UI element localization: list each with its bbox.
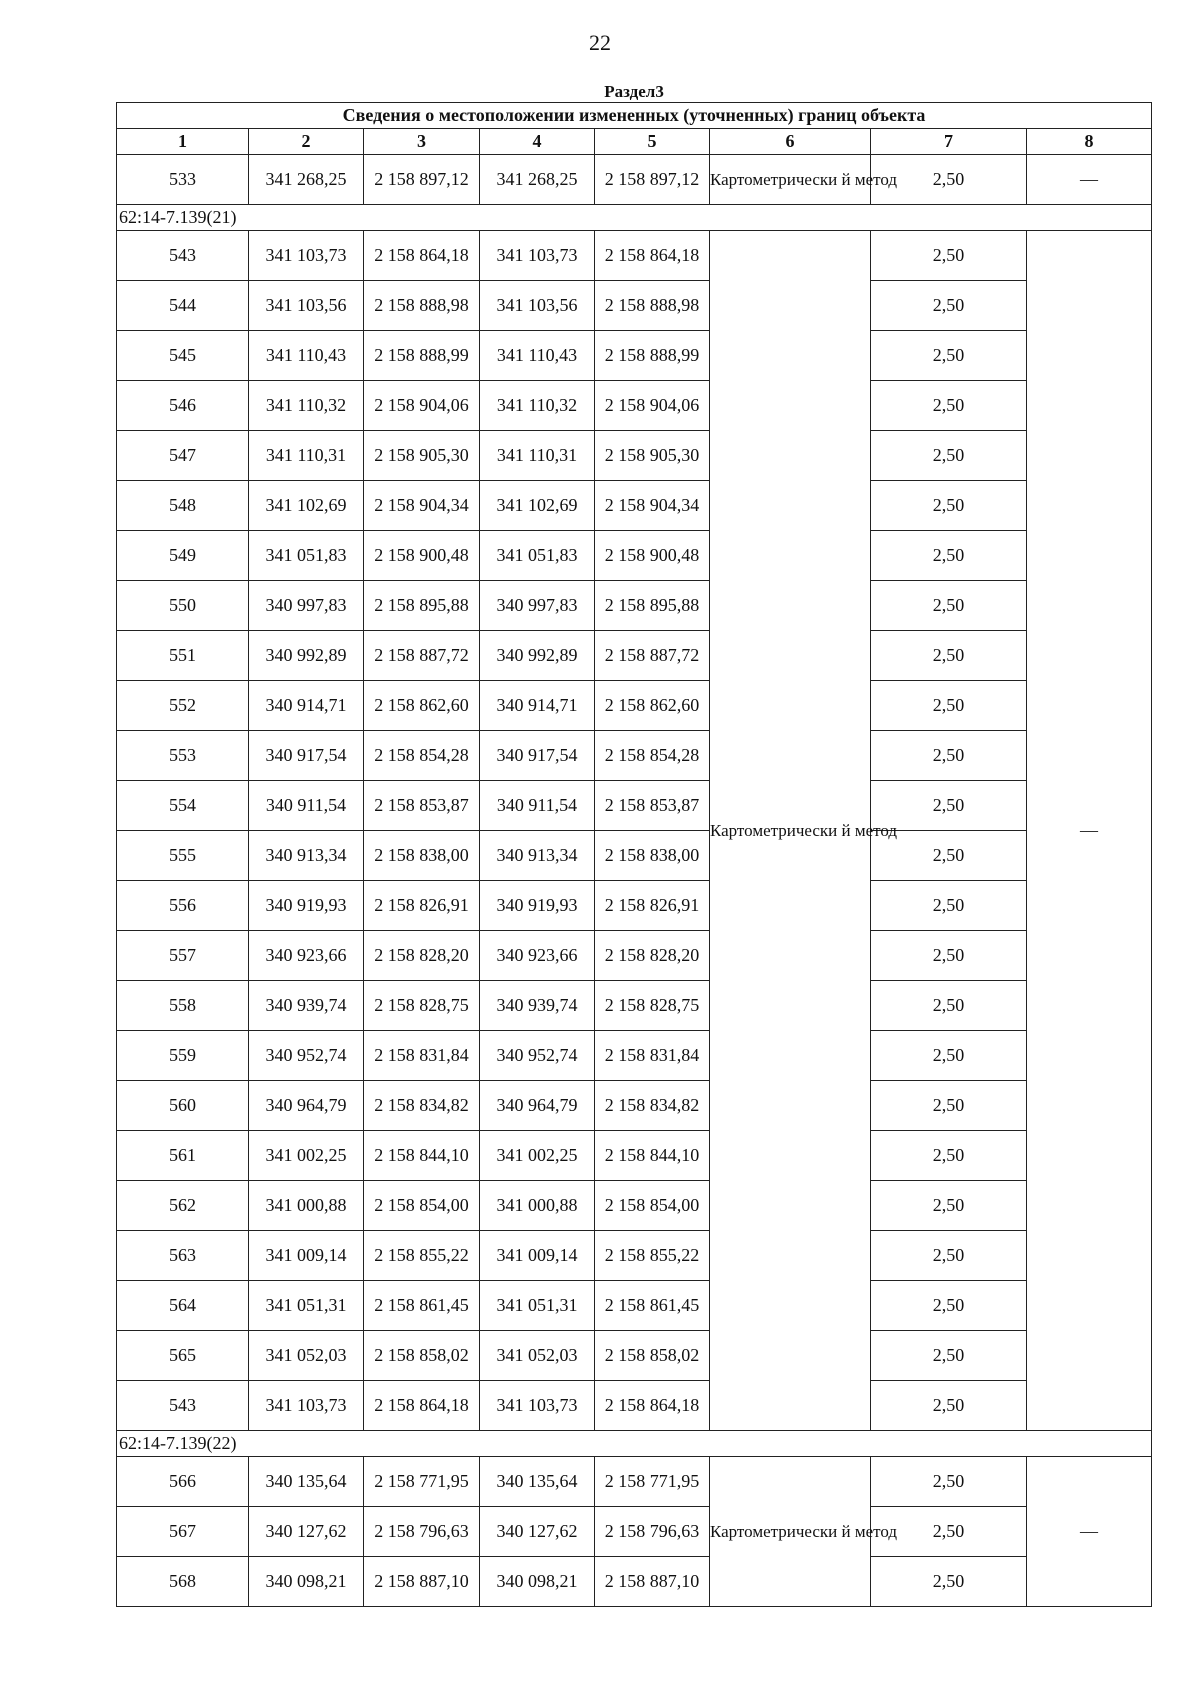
table-cell: 341 110,43 <box>249 331 364 381</box>
table-cell: 2 158 826,91 <box>364 881 480 931</box>
table-cell: 2,50 <box>871 281 1027 331</box>
table-cell: 341 110,31 <box>480 431 595 481</box>
table-cell: 341 268,25 <box>249 155 364 205</box>
table-row <box>117 1507 1152 1557</box>
table-cell: 2 158 838,00 <box>364 831 480 881</box>
table-cell: 341 110,32 <box>480 381 595 431</box>
table-row <box>117 1331 1152 1381</box>
table-cell: 2 158 844,10 <box>595 1131 710 1181</box>
table-cell: 2,50 <box>871 1281 1027 1331</box>
table-cell: 340 939,74 <box>480 981 595 1031</box>
table-cell: 2,50 <box>871 981 1027 1031</box>
table-cell: 2 158 831,84 <box>595 1031 710 1081</box>
table-row <box>117 581 1152 631</box>
table-row <box>117 231 1152 281</box>
table-cell: 2,50 <box>871 731 1027 781</box>
table-cell: 2 158 897,12 <box>364 155 480 205</box>
table-cell: 554 <box>117 781 249 831</box>
table-cell: 2 158 853,87 <box>595 781 710 831</box>
table-row <box>117 1081 1152 1131</box>
table-cell: 2,50 <box>871 1081 1027 1131</box>
table-cell: 2 158 828,20 <box>364 931 480 981</box>
table-cell: 2 158 864,18 <box>595 231 710 281</box>
table-cell: 546 <box>117 381 249 431</box>
table-cell: 2,50 <box>871 681 1027 731</box>
table-cell: 341 000,88 <box>480 1181 595 1231</box>
table-cell: 2 158 831,84 <box>364 1031 480 1081</box>
table-cell: 543 <box>117 1381 249 1431</box>
table-row <box>117 1031 1152 1081</box>
table-cell: 2,50 <box>871 1381 1027 1431</box>
table-cell: 2,50 <box>871 881 1027 931</box>
table-cell: 2,50 <box>871 1457 1027 1507</box>
column-header: 5 <box>595 129 710 155</box>
table-cell: 2,50 <box>871 231 1027 281</box>
table-cell: 2,50 <box>871 1507 1027 1557</box>
table-cell: 340 135,64 <box>249 1457 364 1507</box>
table-cell: 2 158 895,88 <box>595 581 710 631</box>
table-cell: 2 158 887,72 <box>595 631 710 681</box>
table-row <box>117 381 1152 431</box>
table-title: Сведения о местоположении измененных (уточненных) границ объекта <box>117 103 1152 129</box>
table-cell: 341 000,88 <box>249 1181 364 1231</box>
table-cell: 340 992,89 <box>249 631 364 681</box>
table-cell: 2 158 905,30 <box>364 431 480 481</box>
table-cell: 2 158 904,06 <box>364 381 480 431</box>
table-cell: 2 158 904,06 <box>595 381 710 431</box>
table-cell: 341 051,83 <box>480 531 595 581</box>
table-cell: 2,50 <box>871 1031 1027 1081</box>
table-cell: 2 158 853,87 <box>364 781 480 831</box>
table-cell: 2 158 861,45 <box>595 1281 710 1331</box>
table-cell: 341 103,56 <box>480 281 595 331</box>
table-cell: 2 158 904,34 <box>595 481 710 531</box>
table-cell: 341 002,25 <box>480 1131 595 1181</box>
table-row <box>117 1181 1152 1231</box>
column-header: 2 <box>249 129 364 155</box>
table-cell: 340 952,74 <box>480 1031 595 1081</box>
table-row <box>117 1131 1152 1181</box>
table-cell: 340 098,21 <box>480 1557 595 1607</box>
table-cell: 2 158 796,63 <box>364 1507 480 1557</box>
table-cell: 340 923,66 <box>480 931 595 981</box>
table-cell: 557 <box>117 931 249 981</box>
table-cell: 2 158 897,12 <box>595 155 710 205</box>
table-cell: 2,50 <box>871 781 1027 831</box>
table-cell: 2 158 861,45 <box>364 1281 480 1331</box>
table-cell: 562 <box>117 1181 249 1231</box>
table-cell: 2 158 844,10 <box>364 1131 480 1181</box>
table-cell: 341 110,32 <box>249 381 364 431</box>
table-cell: 341 103,73 <box>249 231 364 281</box>
table-cell: 341 268,25 <box>480 155 595 205</box>
table-cell: 340 939,74 <box>249 981 364 1031</box>
table-cell: 2,50 <box>871 1231 1027 1281</box>
table-cell: 2 158 838,00 <box>595 831 710 881</box>
column-header: 7 <box>871 129 1027 155</box>
column-header: 3 <box>364 129 480 155</box>
column-header: 6 <box>710 129 871 155</box>
table-cell: 2 158 900,48 <box>595 531 710 581</box>
dash-cell: — <box>1027 1457 1152 1607</box>
table-cell: 2 158 858,02 <box>595 1331 710 1381</box>
table-row <box>117 781 1152 831</box>
table-cell: 340 917,54 <box>249 731 364 781</box>
table-cell: 340 914,71 <box>249 681 364 731</box>
table-cell: 341 009,14 <box>480 1231 595 1281</box>
table-cell: 560 <box>117 1081 249 1131</box>
table-row <box>117 1557 1152 1607</box>
table-cell: 340 919,93 <box>249 881 364 931</box>
table-row <box>117 155 1152 205</box>
dash-cell: — <box>1027 155 1152 205</box>
method-cell: Картометрически й метод <box>710 231 871 1431</box>
table-cell: 2 158 854,00 <box>595 1181 710 1231</box>
table-row <box>117 531 1152 581</box>
table-cell: 2,50 <box>871 331 1027 381</box>
table-cell: 2 158 854,28 <box>364 731 480 781</box>
table-cell: 340 098,21 <box>249 1557 364 1607</box>
table-cell: 2,50 <box>871 831 1027 881</box>
table-row <box>117 631 1152 681</box>
column-header: 4 <box>480 129 595 155</box>
table-cell: 340 127,62 <box>480 1507 595 1557</box>
table-cell: 340 997,83 <box>480 581 595 631</box>
table-cell: 2 158 834,82 <box>364 1081 480 1131</box>
table-row <box>117 431 1152 481</box>
table-cell: 341 052,03 <box>480 1331 595 1381</box>
table-cell: 2 158 858,02 <box>364 1331 480 1381</box>
table-cell: 341 102,69 <box>249 481 364 531</box>
table-cell: 568 <box>117 1557 249 1607</box>
table-cell: 341 009,14 <box>249 1231 364 1281</box>
table-cell: 341 051,31 <box>249 1281 364 1331</box>
table-cell: 2,50 <box>871 431 1027 481</box>
group-row <box>117 1431 1152 1457</box>
table-cell: 563 <box>117 1231 249 1281</box>
table-cell: 2 158 771,95 <box>595 1457 710 1507</box>
table-cell: 2,50 <box>871 381 1027 431</box>
table-row <box>117 681 1152 731</box>
table-cell: 2 158 862,60 <box>364 681 480 731</box>
group-label: 62:14-7.139(22) <box>117 1431 1152 1457</box>
table-cell: 340 911,54 <box>480 781 595 831</box>
table-cell: 341 103,73 <box>249 1381 364 1431</box>
page-number: 22 <box>589 30 611 55</box>
table-cell: 340 917,54 <box>480 731 595 781</box>
table-cell: 2 158 864,18 <box>364 231 480 281</box>
table-row <box>117 881 1152 931</box>
table-cell: 2 158 887,10 <box>364 1557 480 1607</box>
table-cell: 2 158 888,98 <box>364 281 480 331</box>
table-cell: 2 158 855,22 <box>595 1231 710 1281</box>
table-cell: 550 <box>117 581 249 631</box>
boundary-table <box>116 80 1152 1607</box>
table-cell: 2,50 <box>871 581 1027 631</box>
table-cell: 567 <box>117 1507 249 1557</box>
table-cell: 2 158 864,18 <box>595 1381 710 1431</box>
table-cell: 547 <box>117 431 249 481</box>
group-row <box>117 205 1152 231</box>
table-cell: 2 158 864,18 <box>364 1381 480 1431</box>
table-cell: 551 <box>117 631 249 681</box>
group-label: 62:14-7.139(21) <box>117 205 1152 231</box>
table-row <box>117 1457 1152 1507</box>
table-cell: 2 158 904,34 <box>364 481 480 531</box>
table-cell: 2 158 888,98 <box>595 281 710 331</box>
table-cell: 2 158 771,95 <box>364 1457 480 1507</box>
table-row <box>117 1231 1152 1281</box>
table-cell: 340 997,83 <box>249 581 364 631</box>
table-row <box>117 281 1152 331</box>
table-cell: 2 158 828,20 <box>595 931 710 981</box>
table-cell: 2 158 828,75 <box>364 981 480 1031</box>
table-cell: 564 <box>117 1281 249 1331</box>
table-cell: 545 <box>117 331 249 381</box>
table-cell: 2,50 <box>871 1331 1027 1381</box>
dash-cell: — <box>1027 231 1152 1431</box>
table-cell: 340 952,74 <box>249 1031 364 1081</box>
table-cell: 340 919,93 <box>480 881 595 931</box>
table-row <box>117 331 1152 381</box>
table-cell: 340 127,62 <box>249 1507 364 1557</box>
table-cell: 341 103,56 <box>249 281 364 331</box>
table-cell: 556 <box>117 881 249 931</box>
table-cell: 340 914,71 <box>480 681 595 731</box>
table-cell: 2 158 887,72 <box>364 631 480 681</box>
table-cell: 559 <box>117 1031 249 1081</box>
table-cell: 341 052,03 <box>249 1331 364 1381</box>
table-cell: 2 158 854,28 <box>595 731 710 781</box>
table-row <box>117 1381 1152 1431</box>
table-cell: 2 158 834,82 <box>595 1081 710 1131</box>
table-cell: 544 <box>117 281 249 331</box>
table-cell: 2 158 854,00 <box>364 1181 480 1231</box>
table-cell: 341 103,73 <box>480 1381 595 1431</box>
table-row <box>117 931 1152 981</box>
table-cell: 533 <box>117 155 249 205</box>
table-cell: 558 <box>117 981 249 1031</box>
table-cell: 2 158 855,22 <box>364 1231 480 1281</box>
table-cell: 340 992,89 <box>480 631 595 681</box>
table-cell: 2 158 826,91 <box>595 881 710 931</box>
table-cell: 340 913,34 <box>480 831 595 881</box>
table-cell: 340 923,66 <box>249 931 364 981</box>
table-cell: 340 964,79 <box>480 1081 595 1131</box>
table-cell: 561 <box>117 1131 249 1181</box>
table-cell: 2,50 <box>871 155 1027 205</box>
table-cell: 552 <box>117 681 249 731</box>
table-cell: 2 158 895,88 <box>364 581 480 631</box>
table-cell: 2 158 900,48 <box>364 531 480 581</box>
table-cell: 341 110,31 <box>249 431 364 481</box>
method-cell: Картометрически й метод <box>710 1457 871 1607</box>
table-cell: 2,50 <box>871 481 1027 531</box>
table-cell: 2 158 862,60 <box>595 681 710 731</box>
table-cell: 341 051,31 <box>480 1281 595 1331</box>
section-heading: Раздел3 <box>117 80 1152 103</box>
table-cell: 555 <box>117 831 249 881</box>
table-row <box>117 1281 1152 1331</box>
table-cell: 565 <box>117 1331 249 1381</box>
table-cell: 553 <box>117 731 249 781</box>
table-cell: 341 110,43 <box>480 331 595 381</box>
table-cell: 2,50 <box>871 1131 1027 1181</box>
table-cell: 2,50 <box>871 631 1027 681</box>
table-cell: 2 158 796,63 <box>595 1507 710 1557</box>
table-cell: 340 964,79 <box>249 1081 364 1131</box>
table-cell: 566 <box>117 1457 249 1507</box>
table-cell: 2,50 <box>871 1181 1027 1231</box>
method-cell: Картометрически й метод <box>710 155 871 205</box>
table-row <box>117 981 1152 1031</box>
table-row <box>117 731 1152 781</box>
table-cell: 2 158 888,99 <box>364 331 480 381</box>
table-cell: 341 051,83 <box>249 531 364 581</box>
table-cell: 2 158 828,75 <box>595 981 710 1031</box>
table-cell: 340 913,34 <box>249 831 364 881</box>
table-cell: 2,50 <box>871 931 1027 981</box>
column-header: 8 <box>1027 129 1152 155</box>
table-row <box>117 481 1152 531</box>
table-cell: 2,50 <box>871 531 1027 581</box>
table-cell: 341 102,69 <box>480 481 595 531</box>
table-cell: 2 158 888,99 <box>595 331 710 381</box>
table-cell: 548 <box>117 481 249 531</box>
table-cell: 340 135,64 <box>480 1457 595 1507</box>
column-header: 1 <box>117 129 249 155</box>
table-cell: 341 002,25 <box>249 1131 364 1181</box>
table-cell: 340 911,54 <box>249 781 364 831</box>
table-cell: 2 158 887,10 <box>595 1557 710 1607</box>
table-cell: 543 <box>117 231 249 281</box>
table-cell: 2,50 <box>871 1557 1027 1607</box>
table-row <box>117 831 1152 881</box>
column-header-row <box>117 129 1152 155</box>
table-cell: 2 158 905,30 <box>595 431 710 481</box>
table-cell: 341 103,73 <box>480 231 595 281</box>
table-cell: 549 <box>117 531 249 581</box>
